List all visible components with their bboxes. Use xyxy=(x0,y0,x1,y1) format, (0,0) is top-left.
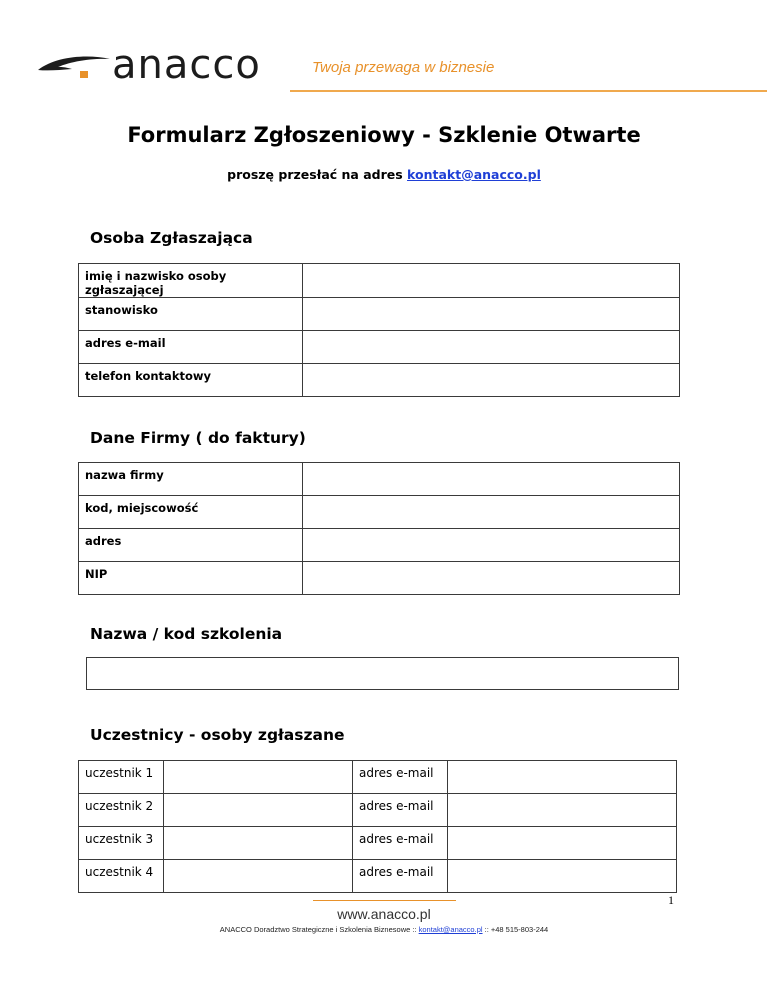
field-label: NIP xyxy=(79,562,303,595)
nip-field[interactable] xyxy=(303,562,680,595)
participants-table xyxy=(78,760,677,893)
logo-wordmark: anacco xyxy=(112,42,261,88)
table-row xyxy=(79,331,680,364)
participant-label: uczestnik 4 xyxy=(79,860,164,893)
footer-divider xyxy=(313,900,456,901)
page-number: 1 xyxy=(668,893,674,907)
section-title-participants: Uczestnicy - osoby zgłaszane xyxy=(90,726,345,744)
subtitle-text: proszę przesłać na adres xyxy=(227,167,408,182)
table-row xyxy=(79,761,677,794)
contact-person-table xyxy=(78,263,680,397)
participant-label: uczestnik 1 xyxy=(79,761,164,794)
email-label: adres e-mail xyxy=(353,827,448,860)
form-subtitle xyxy=(0,167,768,182)
email-label: adres e-mail xyxy=(353,860,448,893)
field-label: telefon kontaktowy xyxy=(79,364,303,397)
table-row xyxy=(79,264,680,298)
phone-field[interactable] xyxy=(303,364,680,397)
table-row xyxy=(79,860,677,893)
company-table xyxy=(78,462,680,595)
section-title-company: Dane Firmy ( do faktury) xyxy=(90,429,306,447)
table-row xyxy=(79,562,680,595)
contact-email-link[interactable]: kontakt@anacco.pl xyxy=(407,167,541,182)
training-name-field[interactable] xyxy=(86,657,679,690)
address-field[interactable] xyxy=(303,529,680,562)
participant-name-field[interactable] xyxy=(164,761,353,794)
field-label: nazwa firmy xyxy=(79,463,303,496)
table-row xyxy=(79,298,680,331)
participant-name-field[interactable] xyxy=(164,827,353,860)
header-divider xyxy=(290,90,767,92)
participant-email-field[interactable] xyxy=(448,827,677,860)
participant-label: uczestnik 2 xyxy=(79,794,164,827)
footer-website[interactable]: www.anacco.pl xyxy=(337,906,431,922)
company-name-field[interactable] xyxy=(303,463,680,496)
footer-company-text: ANACCO Doradztwo Strategiczne i Szkolenia Biznesowe :: xyxy=(219,925,419,934)
table-row xyxy=(79,827,677,860)
participant-label: uczestnik 3 xyxy=(79,827,164,860)
field-label: imię i nazwisko osoby zgłaszającej xyxy=(79,264,303,298)
field-label: kod, miejscowość xyxy=(79,496,303,529)
participant-name-field[interactable] xyxy=(164,794,353,827)
email-label: adres e-mail xyxy=(353,761,448,794)
footer-email-link[interactable]: kontakt@anacco.pl xyxy=(418,925,483,934)
participant-email-field[interactable] xyxy=(448,761,677,794)
footer-info xyxy=(0,925,768,934)
table-row xyxy=(79,463,680,496)
participant-email-field[interactable] xyxy=(448,794,677,827)
section-title-contact-person: Osoba Zgłaszająca xyxy=(90,229,253,247)
participant-email-field[interactable] xyxy=(448,860,677,893)
table-row xyxy=(79,364,680,397)
tagline: Twoja przewaga w biznesie xyxy=(312,59,495,76)
email-label: adres e-mail xyxy=(353,794,448,827)
table-row xyxy=(79,496,680,529)
field-label: adres e-mail xyxy=(79,331,303,364)
position-field[interactable] xyxy=(303,298,680,331)
table-row xyxy=(79,529,680,562)
participant-name-field[interactable] xyxy=(164,860,353,893)
section-title-training: Nazwa / kod szkolenia xyxy=(90,625,283,643)
email-field[interactable] xyxy=(303,331,680,364)
form-title: Formularz Zgłoszeniowy - Szklenie Otwarte xyxy=(127,123,641,147)
footer-phone-text: :: +48 515-803-244 xyxy=(482,925,549,934)
postal-city-field[interactable] xyxy=(303,496,680,529)
table-row xyxy=(79,794,677,827)
full-name-field[interactable] xyxy=(303,264,680,298)
field-label: adres xyxy=(79,529,303,562)
field-label: stanowisko xyxy=(79,298,303,331)
